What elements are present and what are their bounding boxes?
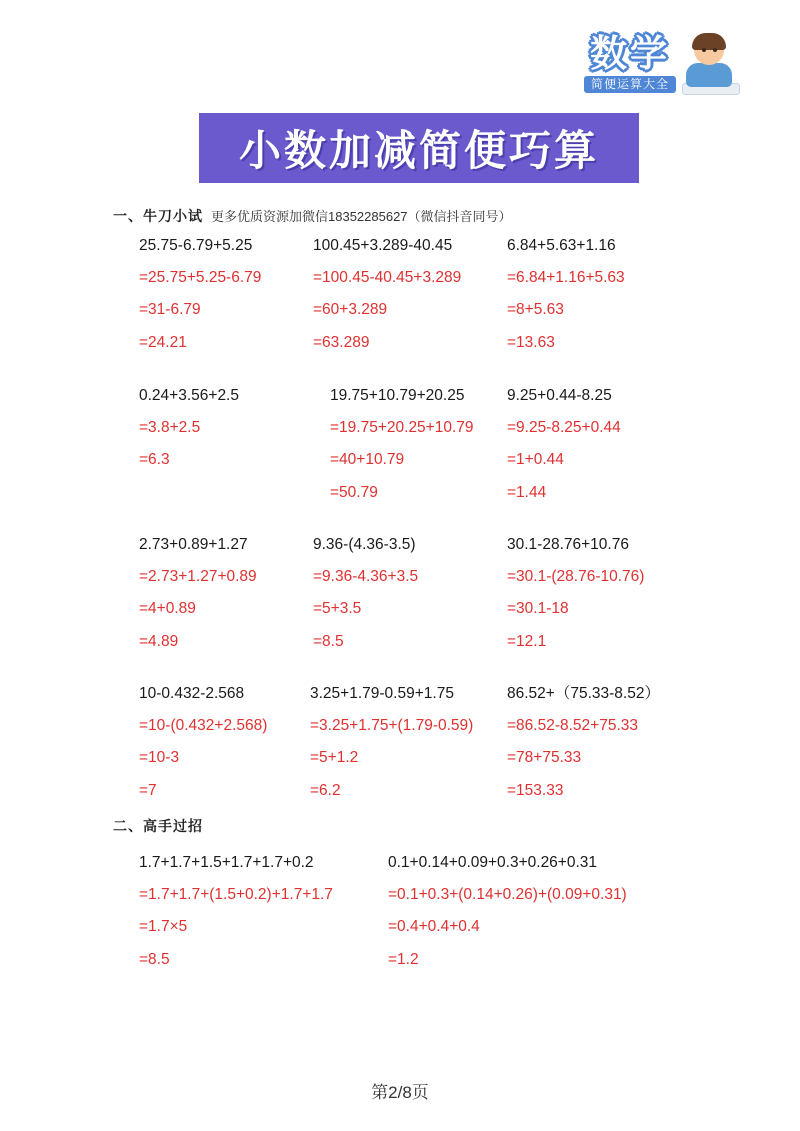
problem-step: =63.289 [313, 333, 370, 351]
problem-step: =1.7×5 [139, 918, 188, 935]
problem-expression: 30.1-28.76+10.76 [507, 536, 629, 553]
problem-block [310, 686, 473, 798]
problem-block [313, 238, 461, 350]
logo-subtitle: 简便运算大全 [584, 76, 676, 93]
problem-expression: 100.45+3.289-40.45 [313, 237, 453, 254]
subject-logo-badge [584, 28, 748, 100]
problem-expression: 6.84+5.63+1.16 [507, 237, 616, 254]
problem-step: =31-6.79 [139, 301, 201, 318]
problem-step: =25.75+5.25-6.79 [139, 268, 262, 286]
page-footer: 第2/8页 [371, 1083, 429, 1102]
problem-block [313, 537, 418, 649]
problem-step: =1+0.44 [507, 451, 564, 468]
problem-step: =8.5 [139, 950, 170, 968]
problem-block [330, 388, 474, 500]
problem-step: =8+5.63 [507, 301, 564, 318]
section-1-note: 更多优质资源加微信18352285627（微信抖音同号） [211, 209, 512, 224]
section-2-label: 二、高手过招 [113, 818, 203, 834]
problem-step: =2.73+1.27+0.89 [139, 567, 257, 585]
problem-block [139, 388, 239, 468]
problem-step: =24.21 [139, 333, 187, 351]
problem-block [388, 855, 627, 967]
problem-expression: 19.75+10.79+20.25 [330, 387, 465, 404]
problem-step: =50.79 [330, 483, 378, 501]
problem-block [139, 537, 257, 649]
hair-shape [692, 33, 726, 50]
problem-step: =1.2 [388, 950, 419, 968]
page-title: 小数加减简便巧算 [238, 127, 599, 174]
problem-step: =4.89 [139, 632, 179, 650]
problem-step: =0.1+0.3+(0.14+0.26)+(0.09+0.31) [388, 885, 627, 903]
problem-step: =6.84+1.16+5.63 [507, 268, 625, 286]
problem-expression: 3.25+1.79-0.59+1.75 [310, 685, 454, 702]
problem-step: =78+75.33 [507, 749, 582, 766]
problem-step: =60+3.289 [313, 301, 388, 318]
problem-expression: 10-0.432-2.568 [139, 685, 245, 702]
problem-block [139, 686, 267, 798]
problem-step: =9.25-8.25+0.44 [507, 418, 621, 436]
section-heading-1 [113, 206, 512, 226]
problem-expression: 9.25+0.44-8.25 [507, 387, 612, 404]
problem-step: =153.33 [507, 781, 564, 799]
problem-step: =10-3 [139, 749, 180, 766]
problem-step: =1.44 [507, 483, 547, 501]
logo-text-group [584, 35, 676, 93]
problem-expression: 2.73+0.89+1.27 [139, 536, 248, 553]
problem-expression: 0.1+0.14+0.09+0.3+0.26+0.31 [388, 854, 598, 871]
body-shape [686, 63, 732, 87]
problem-step: =6.2 [310, 781, 341, 799]
problem-step: =4+0.89 [139, 600, 196, 617]
section-heading-2 [113, 816, 203, 836]
problem-block [507, 537, 644, 649]
problem-step: =7 [139, 781, 157, 799]
problem-step: =1.7+1.7+(1.5+0.2)+1.7+1.7 [139, 885, 333, 903]
problem-step: =12.1 [507, 632, 547, 650]
problem-expression: 25.75-6.79+5.25 [139, 237, 253, 254]
problem-step: =86.52-8.52+75.33 [507, 716, 639, 734]
problem-expression: 0.24+3.56+2.5 [139, 387, 239, 404]
problem-step: =5+3.5 [313, 600, 362, 617]
problem-step: =100.45-40.45+3.289 [313, 268, 462, 286]
problem-step: =0.4+0.4+0.4 [388, 918, 480, 935]
eye-right [713, 48, 717, 52]
problem-block [507, 388, 621, 500]
problem-block [507, 686, 660, 798]
logo-title: 数学 [590, 33, 670, 74]
problem-step: =5+1.2 [310, 749, 359, 766]
problem-step: =8.5 [313, 632, 344, 650]
problem-step: =19.75+20.25+10.79 [330, 418, 474, 436]
problem-expression: 1.7+1.7+1.5+1.7+1.7+0.2 [139, 854, 314, 871]
eye-left [702, 48, 706, 52]
problem-step: =3.8+2.5 [139, 418, 201, 436]
student-avatar-icon [682, 33, 738, 95]
problem-block [139, 238, 261, 350]
problem-step: =9.36-4.36+3.5 [313, 567, 419, 585]
section-1-label: 一、牛刀小试 [113, 208, 203, 224]
problem-step: =30.1-(28.76-10.76) [507, 567, 645, 585]
problem-step: =10-(0.432+2.568) [139, 716, 268, 734]
problem-step: =40+10.79 [330, 451, 405, 468]
problem-block [139, 855, 333, 967]
problem-step: =30.1-18 [507, 600, 569, 617]
problem-step: =13.63 [507, 333, 555, 351]
problem-step: =6.3 [139, 451, 170, 468]
problem-step: =3.25+1.75+(1.79-0.59) [310, 716, 474, 734]
problem-expression: 9.36-(4.36-3.5) [313, 536, 416, 553]
problem-expression: 86.52+（75.33-8.52） [507, 685, 660, 702]
page-title-banner [199, 113, 639, 183]
problem-block [507, 238, 625, 350]
